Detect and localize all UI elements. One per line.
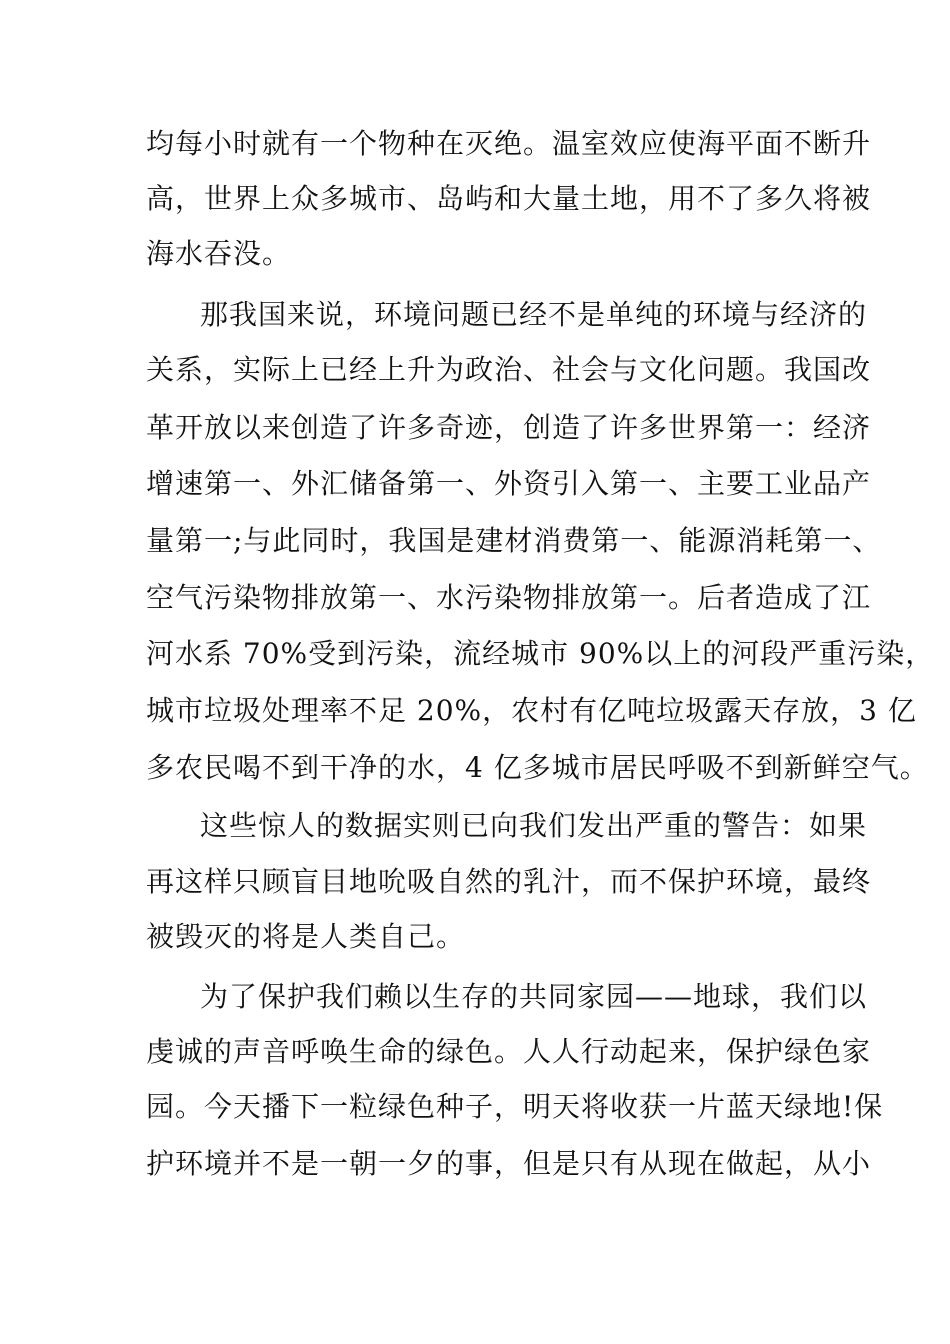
paragraph-1-line-3: 海水吞没。 — [146, 237, 292, 270]
paragraph-2-line-1: 那我国来说，环境问题已经不是单纯的环境与经济的 — [200, 298, 868, 331]
paragraph-4-line-3: 园。今天播下一粒绿色种子，明天将收获一片蓝天绿地!保 — [146, 1090, 884, 1123]
paragraph-2-line-7: 河水系 70%受到污染，流经城市 90%以上的河段严重污染， — [146, 637, 935, 670]
paragraph-2-line-2: 关系，实际上已经上升为政治、社会与文化问题。我国改 — [146, 353, 872, 386]
paragraph-3-line-2: 再这样只顾盲目地吮吸自然的乳汁，而不保护环境，最终 — [146, 865, 872, 898]
paragraph-2-line-5: 量第一;与此同时，我国是建材消费第一、能源消耗第一、 — [146, 524, 882, 557]
paragraph-1-line-2: 高，世界上众多城市、岛屿和大量土地，用不了多久将被 — [146, 182, 872, 215]
paragraph-3-line-3: 被毁灭的将是人类自己。 — [146, 920, 466, 953]
paragraph-4-line-2: 虔诚的声音呼唤生命的绿色。人人行动起来，保护绿色家 — [146, 1035, 872, 1068]
paragraph-3-line-1: 这些惊人的数据实则已向我们发出严重的警告：如果 — [200, 809, 868, 842]
paragraph-2-line-4: 增速第一、外汇储备第一、外资引入第一、主要工业品产 — [146, 467, 872, 500]
paragraph-2-line-3: 革开放以来创造了许多奇迹，创造了许多世界第一：经济 — [146, 411, 872, 444]
paragraph-2-line-9: 多农民喝不到干净的水，4 亿多城市居民呼吸不到新鲜空气。 — [146, 751, 929, 784]
paragraph-2-line-6: 空气污染物排放第一、水污染物排放第一。后者造成了江 — [146, 581, 872, 614]
paragraph-1-line-1: 均每小时就有一个物种在灭绝。温室效应使海平面不断升 — [146, 127, 872, 160]
paragraph-4-line-1: 为了保护我们赖以生存的共同家园——地球，我们以 — [200, 980, 868, 1013]
paragraph-2-line-8: 城市垃圾处理率不足 20%，农村有亿吨垃圾露天存放，3 亿 — [146, 694, 917, 727]
paragraph-4-line-4: 护环境并不是一朝一夕的事，但是只有从现在做起，从小 — [146, 1147, 872, 1180]
